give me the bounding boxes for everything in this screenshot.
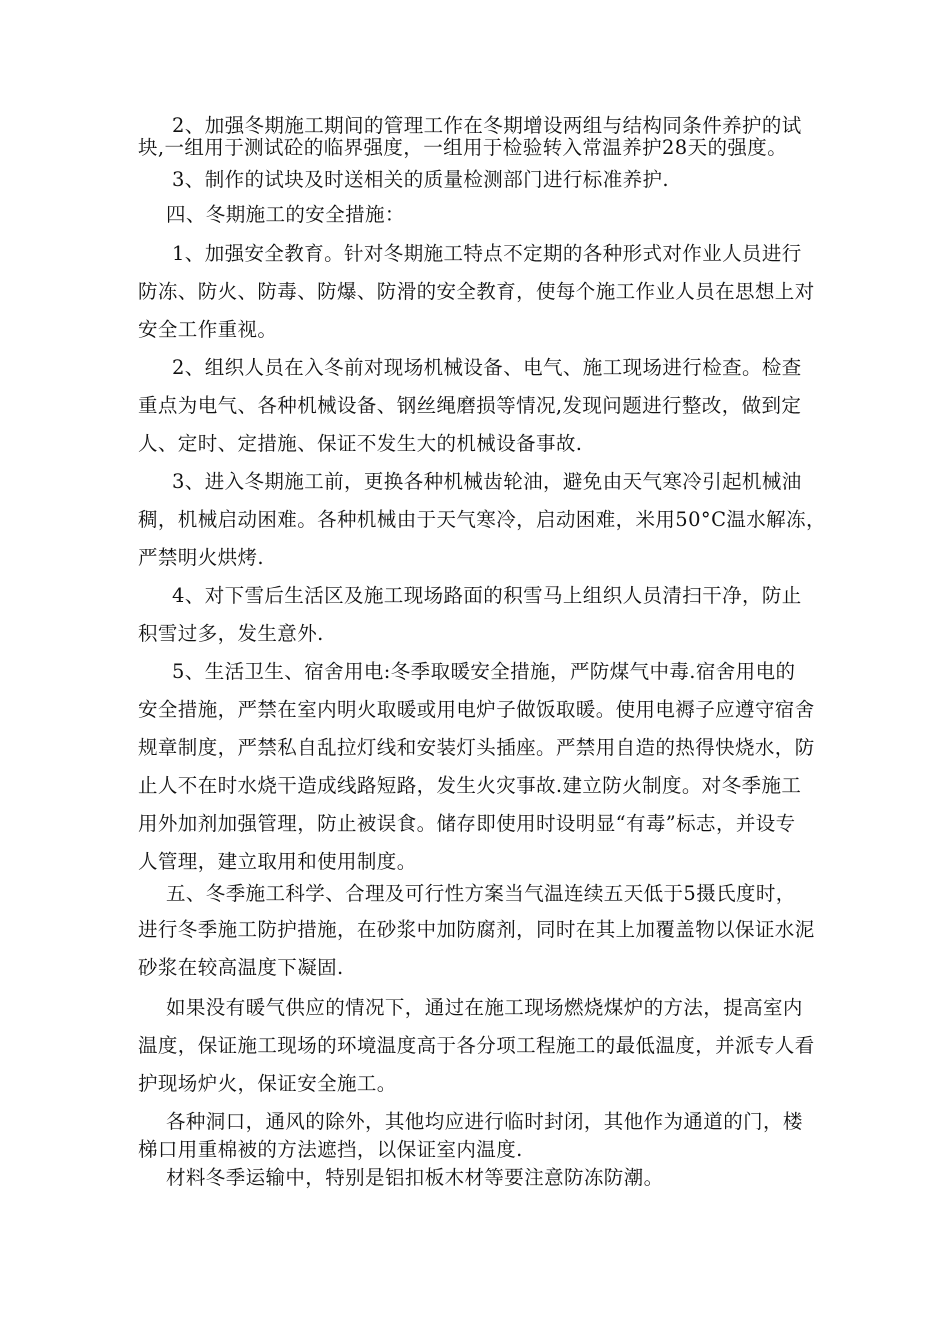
- paragraph-8-line-3: 规章制度，严禁私自乱拉灯线和安装灯头插座。严禁用自造的热得快烧水，防: [138, 736, 815, 759]
- paragraph-8-line-2: 安全措施，严禁在室内明火取暖或用电炉子做饭取暖。使用电褥子应遵守宿舍: [138, 698, 815, 721]
- paragraph-8-line-5: 用外加剂加强管理，防止被误食。储存即使用时设明显“有毒”标志，并设专: [138, 812, 796, 835]
- paragraph-9-line-2: 进行冬季施工防护措施，在砂浆中加防腐剂，同时在其上加覆盖物以保证水泥: [138, 918, 815, 941]
- paragraph-4-line-2: 防冻、防火、防毒、防爆、防滑的安全教育，使每个施工作业人员在思想上对: [138, 280, 815, 303]
- paragraph-1-line-1: 2、加强冬期施工期间的管理工作在冬期增设两组与结构同条件养护的试: [172, 114, 802, 137]
- paragraph-11-line-2: 梯口用重棉被的方法遮挡，以保证室内温度.: [138, 1138, 523, 1161]
- paragraph-11-line-1: 各种洞口，通风的除外，其他均应进行临时封闭，其他作为通道的门，楼: [166, 1110, 803, 1133]
- paragraph-8-line-1: 5、生活卫生、宿舍用电:冬季取暖安全措施，严防煤气中毒.宿舍用电的: [172, 660, 796, 683]
- paragraph-6-line-2: 稠，机械启动困难。各种机械由于天气寒冷，启动困难，米用50°C温水解冻，: [138, 508, 826, 531]
- paragraph-8-line-4: 止人不在时水烧干造成线路短路，发生火灾事故.建立防火制度。对冬季施工: [138, 774, 802, 797]
- paragraph-4-line-1: 1、加强安全教育。针对冬期施工特点不定期的各种形式对作业人员进行: [172, 242, 802, 265]
- paragraph-10-line-2: 温度，保证施工现场的环境温度高于各分项工程施工的最低温度，并派专人看: [138, 1034, 815, 1057]
- paragraph-5-line-2: 重点为电气、各种机械设备、钢丝绳磨损等情况,发现问题进行整改，做到定: [138, 394, 802, 417]
- paragraph-2-line-1: 3、制作的试块及时送相关的质量检测部门进行标准养护.: [172, 168, 670, 191]
- paragraph-4-line-3: 安全工作重视。: [138, 318, 278, 341]
- section-heading-4: 四、冬期施工的安全措施：: [166, 203, 405, 226]
- paragraph-6-line-3: 严禁明火烘烤.: [138, 546, 264, 569]
- paragraph-8-line-6: 人管理，建立取用和使用制度。: [138, 850, 417, 873]
- paragraph-9-line-3: 砂浆在较高温度下凝固.: [138, 956, 344, 979]
- paragraph-7-line-2: 积雪过多，发生意外.: [138, 622, 324, 645]
- paragraph-10-line-1: 如果没有暖气供应的情况下，通过在施工现场燃烧煤炉的方法，提高室内: [166, 996, 803, 1019]
- paragraph-5-line-1: 2、组织人员在入冬前对现场机械设备、电气、施工现场进行检查。检查: [172, 356, 802, 379]
- paragraph-10-line-3: 护现场炉火，保证安全施工。: [138, 1072, 397, 1095]
- paragraph-12-line-1: 材料冬季运输中，特别是铝扣板木材等要注意防冻防潮。: [166, 1166, 664, 1189]
- paragraph-6-line-1: 3、进入冬期施工前，更换各种机械齿轮油，避免由天气寒冷引起机械油: [172, 470, 802, 493]
- paragraph-1-line-2: 块,一组用于测试砼的临界强度，一组用于检验转入常温养护28天的强度。: [138, 136, 788, 159]
- paragraph-5-line-3: 人、定时、定措施、保证不发生大的机械设备事故.: [138, 432, 583, 455]
- section-heading-5: 五、冬季施工科学、合理及可行性方案当气温连续五天低于5摄氏度时，: [166, 882, 796, 905]
- paragraph-7-line-1: 4、对下雪后生活区及施工现场路面的积雪马上组织人员清扫干净，防止: [172, 584, 802, 607]
